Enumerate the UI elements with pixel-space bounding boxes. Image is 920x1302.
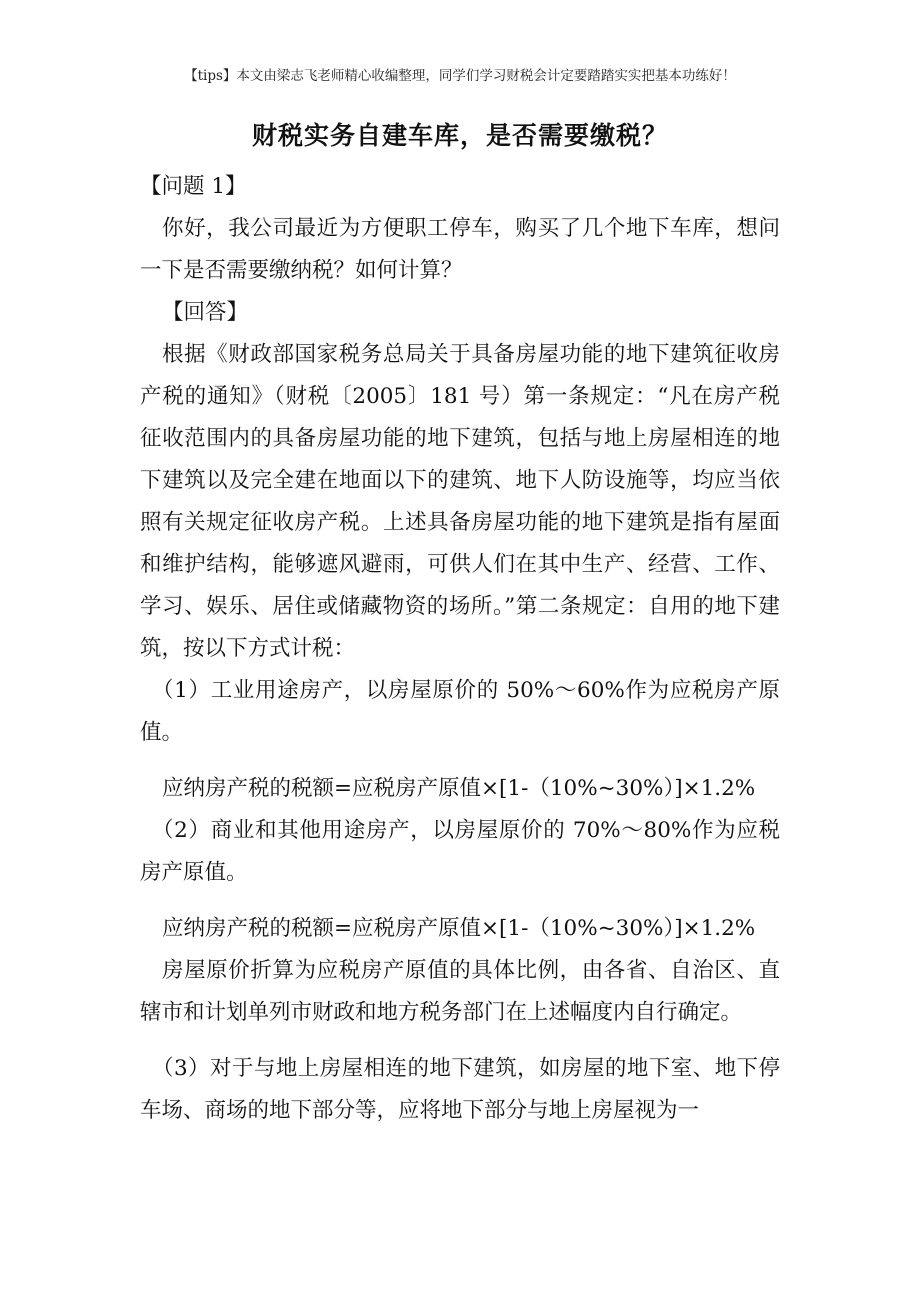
formula-1: 应纳房产税的税额=应税房产原值×[1-（10%~30%）]×1.2% — [162, 776, 756, 801]
header-tip: 【tips】本文由梁志飞老师精心收编整理，同学们学习财税会计定要踏踏实实把基本功练好！ — [184, 68, 736, 84]
question-text: 你好，我公司最近为方便职工停车，购买了几个地下车库，想问一下是否需要缴纳税？如何计算？ — [140, 216, 780, 283]
item-2: （2）商业和其他用途房产，以房屋原价的 70%～80%作为应税房产原值。 — [140, 818, 780, 885]
item-1: （1）工业用途房产，以房屋原价的 50%～60%作为应税房产原值。 — [140, 678, 780, 745]
page-title: 财税实务自建车库，是否需要缴税？ — [251, 121, 668, 150]
document-body — [140, 166, 780, 1132]
formula-2: 应纳房产税的税额=应税房产原值×[1-（10%~30%）]×1.2% — [162, 916, 756, 941]
question-label: 【问题 1】 — [140, 174, 247, 199]
note-paragraph: 房屋原价折算为应税房产原值的具体比例，由各省、自治区、直辖市和计划单列市财政和地方税务部门在上述幅度内自行确定。 — [140, 958, 780, 1025]
answer-intro: 根据《财政部国家税务总局关于具备房屋功能的地下建筑征收房产税的通知》（财税〔2005〕181 号）第一条规定：“凡在房产税征收范围内的具备房屋功能的地下建筑，包括与地上房屋相连的地下建筑以及完全建在地面以下的建筑、地下人防设施等，均应当依照有关规定征收房产税。上述具备房屋功能的地下建筑是指有屋面和维护结构，能够遮风避雨，可供人们在其中生产、经营、工作、学习、娱乐、居住或储藏物资的场所。”第二条规定：自用的地下建筑，按以下方式计税： — [140, 342, 780, 661]
item-3: （3）对于与地上房屋相连的地下建筑，如房屋的地下室、地下停车场、商场的地下部分等，应将地下部分与地上房屋视为一 — [140, 1056, 780, 1123]
answer-label: 【回答】 — [162, 300, 249, 325]
